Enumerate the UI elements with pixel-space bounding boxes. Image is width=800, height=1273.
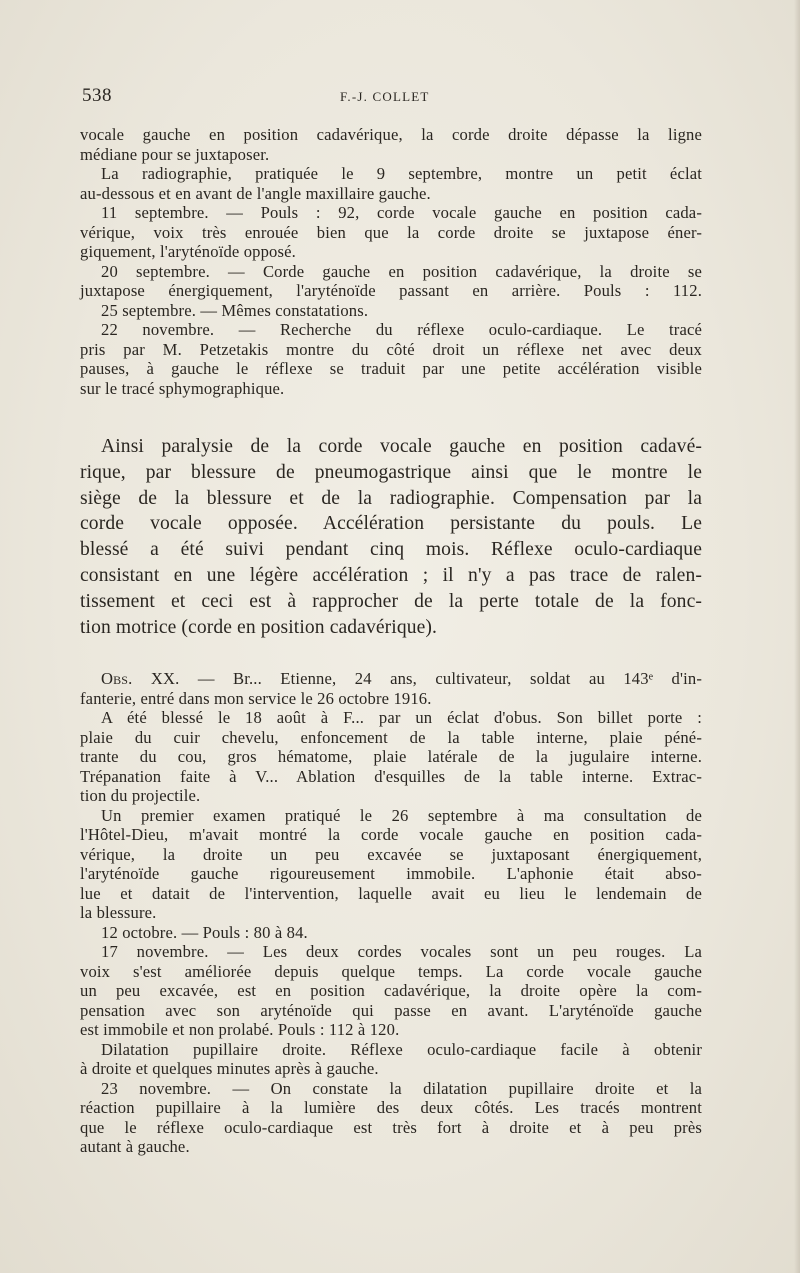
observation-heading-line	[80, 669, 702, 689]
page-header	[82, 85, 702, 109]
text-line: consistant en une légère accélération ; il n'y a pas trace de ralen-	[80, 564, 702, 586]
text-line: 23 novembre. — On constate la dilatation pupillaire droite et la	[101, 1078, 702, 1098]
text-line: sur le tracé sphymographique.	[80, 378, 285, 398]
text-line: trante du cou, gros hématome, plaie latérale de la jugulaire interne.	[80, 747, 702, 766]
text-line: médiane pour se juxtaposer.	[80, 144, 270, 164]
text-line: vocale gauche en position cadavérique, la corde droite dépasse la ligne	[80, 125, 702, 144]
text-line: un peu excavée, est en position cadavérique, la droite opère la com-	[80, 981, 702, 1000]
text-line: pensation avec son aryténoïde qui passe en avant. L'aryténoïde gauche	[80, 1000, 702, 1020]
text-line: la blessure.	[80, 903, 157, 922]
text-line: fanterie, entré dans mon service le 26 octobre 1916.	[80, 688, 432, 708]
text-line: siège de la blessure et de la radiographie. Compensation par la	[80, 487, 702, 509]
text-line: vérique, voix très enrouée bien que la corde droite se juxtapose éner-	[80, 222, 702, 242]
text-line: 11 septembre. — Pouls : 92, corde vocale gauche en position cada-	[101, 203, 702, 222]
text-line: que le réflexe oculo-cardiaque est très fort à droite et à peu près	[80, 1117, 702, 1137]
text-line: plaie du cuir chevelu, enfoncement de la table interne, plaie péné-	[80, 727, 702, 747]
text-line: Dilatation pupillaire droite. Réflexe oculo-cardiaque facile à obtenir	[101, 1039, 702, 1059]
text-line: voix s'est améliorée depuis quelque temps. La corde vocale gauche	[80, 961, 702, 981]
text-line: 17 novembre. — Les deux cordes vocales sont un peu rouges. La	[101, 942, 702, 961]
text-line: tion motrice (corde en position cadavérique).	[80, 616, 438, 638]
text-line: 22 novembre. — Recherche du réflexe oculo-cardiaque. Le tracé	[101, 320, 702, 339]
summary-paragraph	[80, 434, 702, 640]
page-number: 538	[82, 85, 112, 106]
text-line: vérique, la droite un peu excavée se juxtaposant énergiquement,	[80, 844, 702, 864]
text-line: est immobile et non prolabé. Pouls : 112 à 120.	[80, 1020, 400, 1039]
text-line: pris par M. Petzetakis montre du côté droit un réflexe net avec deux	[80, 339, 702, 359]
text-line: Trépanation faite à V... Ablation d'esquilles de la table interne. Extrac-	[80, 766, 702, 786]
text-line: corde vocale opposée. Accélération persistante du pouls. Le	[80, 513, 702, 535]
text-line: rique, par blessure de pneumogastrique ainsi que le montre le	[80, 461, 702, 483]
text-line: 20 septembre. — Corde gauche en position cadavérique, la droite se	[101, 261, 702, 281]
text-line: autant à gauche.	[80, 1137, 190, 1156]
observation-xx	[80, 669, 702, 1157]
text-line: Ainsi paralysie de la corde vocale gauche en position cadavé-	[101, 436, 702, 457]
text-line: tion du projectile.	[80, 786, 201, 805]
text-line: à droite et quelques minutes après à gauche.	[80, 1059, 379, 1078]
text-line: 25 septembre. — Mêmes constatations.	[101, 300, 369, 320]
text-line: 12 octobre. — Pouls : 80 à 84.	[101, 922, 308, 942]
text-line: l'Hôtel-Dieu, m'avait montré la corde vocale gauche en position cada-	[80, 825, 702, 844]
running-head: F.-J. COLLET	[340, 89, 430, 104]
observation-label: Obs. XX.	[101, 669, 180, 688]
clinical-notes-paragraph	[80, 125, 702, 398]
text-line: tissement et ceci est à rapprocher de la perte totale de la fonc-	[80, 590, 702, 612]
text-line: A été blessé le 18 août à F... par un éclat d'obus. Son billet porte :	[101, 708, 702, 727]
text-line: au-dessous et en avant de l'angle maxillaire gauche.	[80, 183, 431, 203]
text-line: juxtapose énergiquement, l'aryténoïde passant en arrière. Pouls : 112.	[80, 281, 702, 300]
text-line: réaction pupillaire à la lumière des deux côtés. Les tracés montrent	[80, 1098, 702, 1117]
text-line: La radiographie, pratiquée le 9 septembre, montre un petit éclat	[101, 164, 702, 183]
page-edge-shadow	[794, 0, 800, 1273]
observation-heading-text: — Br... Etienne, 24 ans, cultivateur, soldat au 143ᵉ d'in-	[179, 669, 702, 688]
text-line: blessé a été suivi pendant cinq mois. Réflexe oculo-cardiaque	[80, 539, 702, 561]
text-line: l'aryténoïde gauche rigoureusement immobile. L'aphonie était abso-	[80, 864, 702, 883]
text-line: giquement, l'aryténoïde opposé.	[80, 242, 296, 261]
text-line: pauses, à gauche le réflexe se traduit par une petite accélération visible	[80, 359, 702, 378]
text-line: Un premier examen pratiqué le 26 septembre à ma consultation de	[101, 805, 702, 825]
text-line: lue et datait de l'intervention, laquelle avait eu lieu le lendemain de	[80, 883, 702, 903]
